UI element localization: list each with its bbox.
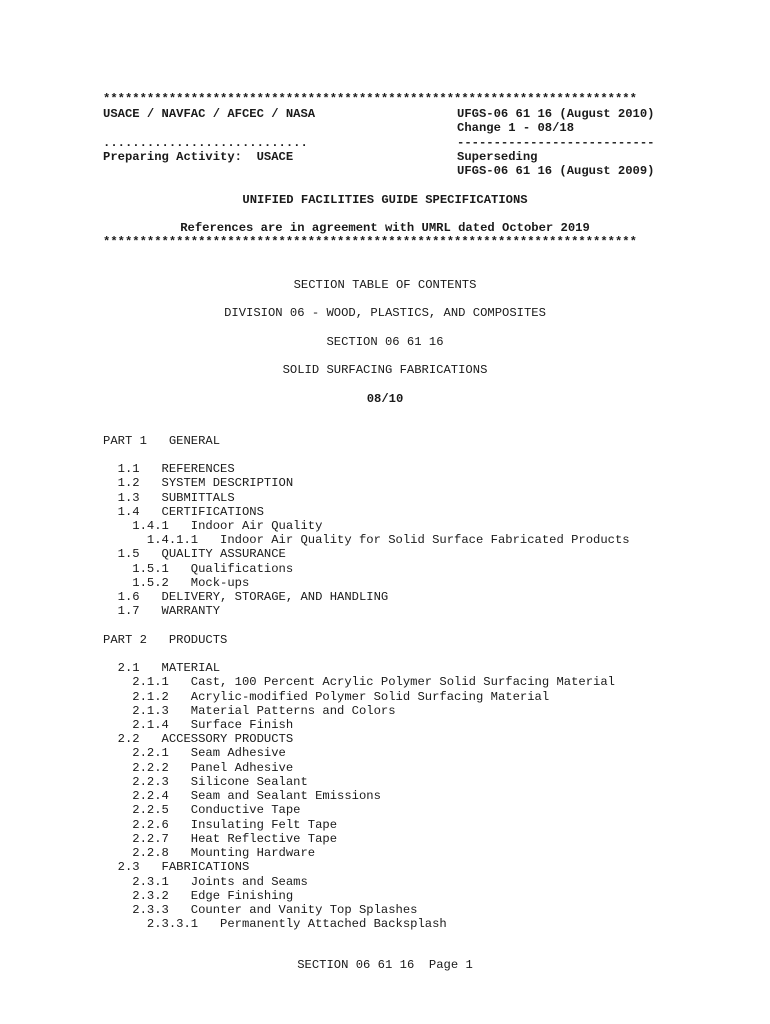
section-number: SECTION 06 61 16 [326,335,444,349]
toc-entry: 1.5.1 Qualifications [103,562,294,576]
superseding-label: Superseding [457,150,538,164]
toc-entry: 2.3.3 Counter and Vanity Top Splashes [103,903,418,917]
toc-entry: 1.2 SYSTEM DESCRIPTION [103,476,294,490]
toc-entry: 1.1 REFERENCES [103,462,235,476]
toc-entry: 1.4 CERTIFICATIONS [103,505,264,519]
toc-entry: 2.2.2 Panel Adhesive [103,761,294,775]
toc-entry: 2.1.2 Acrylic-modified Polymer Solid Surfacing Material [103,690,550,704]
header-star-rule-bottom: ************************************************************************* [103,235,637,249]
references-note: References are in agreement with UMRL dated October 2019 [180,221,590,235]
part2-heading: PART 2 PRODUCTS [103,633,228,647]
toc-entry: 2.2.3 Silicone Sealant [103,775,308,789]
division-title: DIVISION 06 - WOOD, PLASTICS, AND COMPOSITES [224,306,546,320]
guide-title: UNIFIED FACILITIES GUIDE SPECIFICATIONS [242,193,528,207]
document-id: UFGS-06 61 16 (August 2010) [457,107,655,121]
section-title: SOLID SURFACING FABRICATIONS [282,363,488,377]
part1-heading: PART 1 GENERAL [103,434,221,448]
toc-entry: 2.2.8 Mounting Hardware [103,846,316,860]
toc-entry: 2.2.1 Seam Adhesive [103,746,286,760]
preparing-activity: Preparing Activity: USACE [103,150,294,164]
toc-entry: 2.3.3.1 Permanently Attached Backsplash [103,917,447,931]
toc-entry: 1.3 SUBMITTALS [103,491,235,505]
toc-entry: 2.2 ACCESSORY PRODUCTS [103,732,294,746]
toc-heading: SECTION TABLE OF CONTENTS [293,278,477,292]
dashed-rule: --------------------------- [457,136,655,150]
toc-entry: 1.6 DELIVERY, STORAGE, AND HANDLING [103,590,389,604]
toc-entry: 2.3 FABRICATIONS [103,860,250,874]
agencies-label: USACE / NAVFAC / AFCEC / NASA [103,107,316,121]
toc-entry: 2.2.5 Conductive Tape [103,803,301,817]
toc-entry: 2.1.4 Surface Finish [103,718,294,732]
toc-entry: 1.4.1 Indoor Air Quality [103,519,323,533]
header-star-rule-top: ************************************************************************* [103,92,637,106]
change-label: Change 1 - 08/18 [457,121,575,135]
toc-entry: 2.2.7 Heat Reflective Tape [103,832,338,846]
toc-entry: 2.1 MATERIAL [103,661,221,675]
date-code: 08/10 [366,392,404,406]
toc-entry: 1.7 WARRANTY [103,604,221,618]
toc-entry: 2.3.2 Edge Finishing [103,889,294,903]
dotted-leader: ............................ [103,136,308,150]
toc-entry: 1.5.2 Mock-ups [103,576,250,590]
toc-entry: 2.2.4 Seam and Sealant Emissions [103,789,381,803]
toc-entry: 2.3.1 Joints and Seams [103,875,308,889]
toc-entry: 2.2.6 Insulating Felt Tape [103,818,338,832]
toc-entry: 2.1.3 Material Patterns and Colors [103,704,396,718]
toc-entry: 1.4.1.1 Indoor Air Quality for Solid Surface Fabricated Products [103,533,630,547]
toc-entry: 2.1.1 Cast, 100 Percent Acrylic Polymer Solid Surfacing Material [103,675,615,689]
toc-entry: 1.5 QUALITY ASSURANCE [103,547,286,561]
superseded-document-id: UFGS-06 61 16 (August 2009) [457,164,655,178]
page-footer: SECTION 06 61 16 Page 1 [297,958,473,972]
